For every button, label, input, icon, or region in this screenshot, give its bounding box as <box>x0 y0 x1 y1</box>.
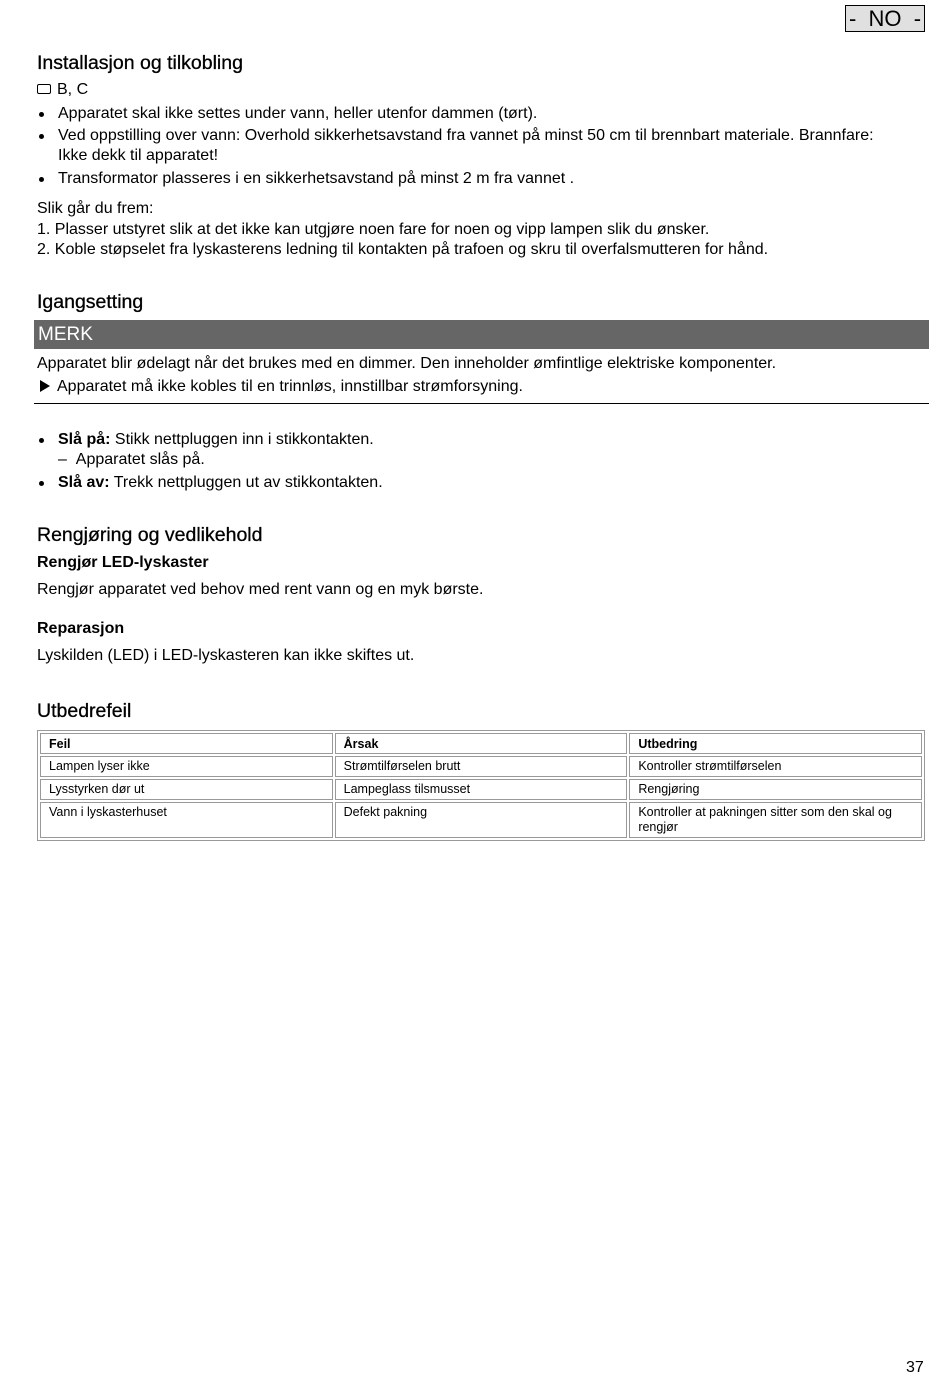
switch-on-label: Slå på: <box>58 431 111 448</box>
language-badge: - NO - <box>845 5 925 32</box>
arrow-right-icon <box>40 380 50 392</box>
cleaning-heading: Rengjøring og vedlikehold <box>37 524 263 546</box>
repair-text: Lyskilden (LED) i LED-lyskasteren kan ikke skiftes ut. <box>37 647 415 664</box>
notice-text: Apparatet blir ødelagt når det brukes med en dimmer. Den inneholder ømfintlige elektriske komponenter. <box>37 355 777 372</box>
repair-subheading: Reparasjon <box>37 620 125 637</box>
list-item <box>37 473 383 493</box>
column-header: Feil <box>40 733 333 754</box>
startup-heading: Igangsetting <box>37 291 144 313</box>
bullet-icon <box>39 438 44 443</box>
page-number: 37 <box>906 1359 924 1376</box>
table-cell: Lampeglass tilsmusset <box>335 779 628 800</box>
list-item-text: Ved oppstilling over vann: Overhold sikkerhetsavstand fra vannet på minst 50 cm til brennbart materiale. Brannfare: <box>58 127 874 144</box>
notice-action <box>40 377 523 397</box>
figure-ref-icon <box>37 84 51 94</box>
column-header: Årsak <box>335 733 628 754</box>
figure-reference <box>37 80 88 100</box>
table-cell: Kontroller strømtilførselen <box>629 756 922 777</box>
notice-action-text: Apparatet må ikke kobles til en trinnløs, innstillbar strømforsyning. <box>57 378 523 395</box>
table-cell: Lysstyrken dør ut <box>40 779 333 800</box>
cleaning-text: Rengjør apparatet ved behov med rent vann og en myk børste. <box>37 581 484 598</box>
bullet-icon <box>39 177 44 182</box>
step-number: 2. <box>37 241 51 258</box>
table-header-row <box>40 733 922 754</box>
list-item <box>37 430 374 450</box>
list-item-text: Transformator plasseres i en sikkerhetsavstand på minst 2 m fra vannet . <box>58 170 575 187</box>
step-text: Koble støpselet fra lyskasterens ledning til kontakten på trafoen og skru til overfalsmutteren for hånd. <box>54 241 769 258</box>
list-item-text <box>58 473 383 493</box>
column-header: Utbedring <box>629 733 922 754</box>
bullet-icon <box>39 134 44 139</box>
notice-divider <box>34 403 929 404</box>
list-item <box>37 104 537 124</box>
steps-intro: Slik går du frem: <box>37 200 154 217</box>
list-item-text <box>58 430 374 450</box>
step-item <box>37 220 709 240</box>
table-cell: Defekt pakning <box>335 802 628 838</box>
table-cell: Vann i lyskasterhuset <box>40 802 333 838</box>
switch-on-result <box>58 450 205 470</box>
troubleshooting-heading: Utbedrefeil <box>37 700 132 722</box>
dash: – <box>58 451 67 468</box>
figure-reference-text: B, C <box>57 81 89 98</box>
step-text: Plasser utstyret slik at det ikke kan utgjøre noen fare for noen og vipp lampen slik du ønsker. <box>54 221 710 238</box>
bullet-icon <box>39 112 44 117</box>
switch-on-text: Stikk nettpluggen inn i stikkontakten. <box>110 431 374 448</box>
list-item-text: Apparatet skal ikke settes under vann, heller utenfor dammen (tørt). <box>58 105 538 122</box>
table-row <box>40 779 922 800</box>
list-item <box>37 169 574 189</box>
switch-off-text: Trekk nettpluggen ut av stikkontakten. <box>109 474 383 491</box>
list-item-text-continued: Ikke dekk til apparatet! <box>58 147 219 164</box>
installation-heading: Installasjon og tilkobling <box>37 52 243 74</box>
switch-off-label: Slå av: <box>58 474 110 491</box>
table-row <box>40 756 922 777</box>
table-cell: Rengjøring <box>629 779 922 800</box>
cleaning-subheading: Rengjør LED-lyskaster <box>37 554 209 571</box>
bullet-icon <box>39 481 44 486</box>
table-cell: Lampen lyser ikke <box>40 756 333 777</box>
switch-on-result-text: Apparatet slås på. <box>75 451 205 468</box>
step-number: 1. <box>37 221 51 238</box>
list-item <box>37 126 874 166</box>
table-cell: Kontroller at pakningen sitter som den skal og rengjør <box>629 802 922 838</box>
troubleshooting-table <box>37 730 925 841</box>
notice-bar: MERK <box>34 320 929 349</box>
step-item <box>37 240 768 260</box>
table-row <box>40 802 922 838</box>
table-cell: Strømtilførselen brutt <box>335 756 628 777</box>
